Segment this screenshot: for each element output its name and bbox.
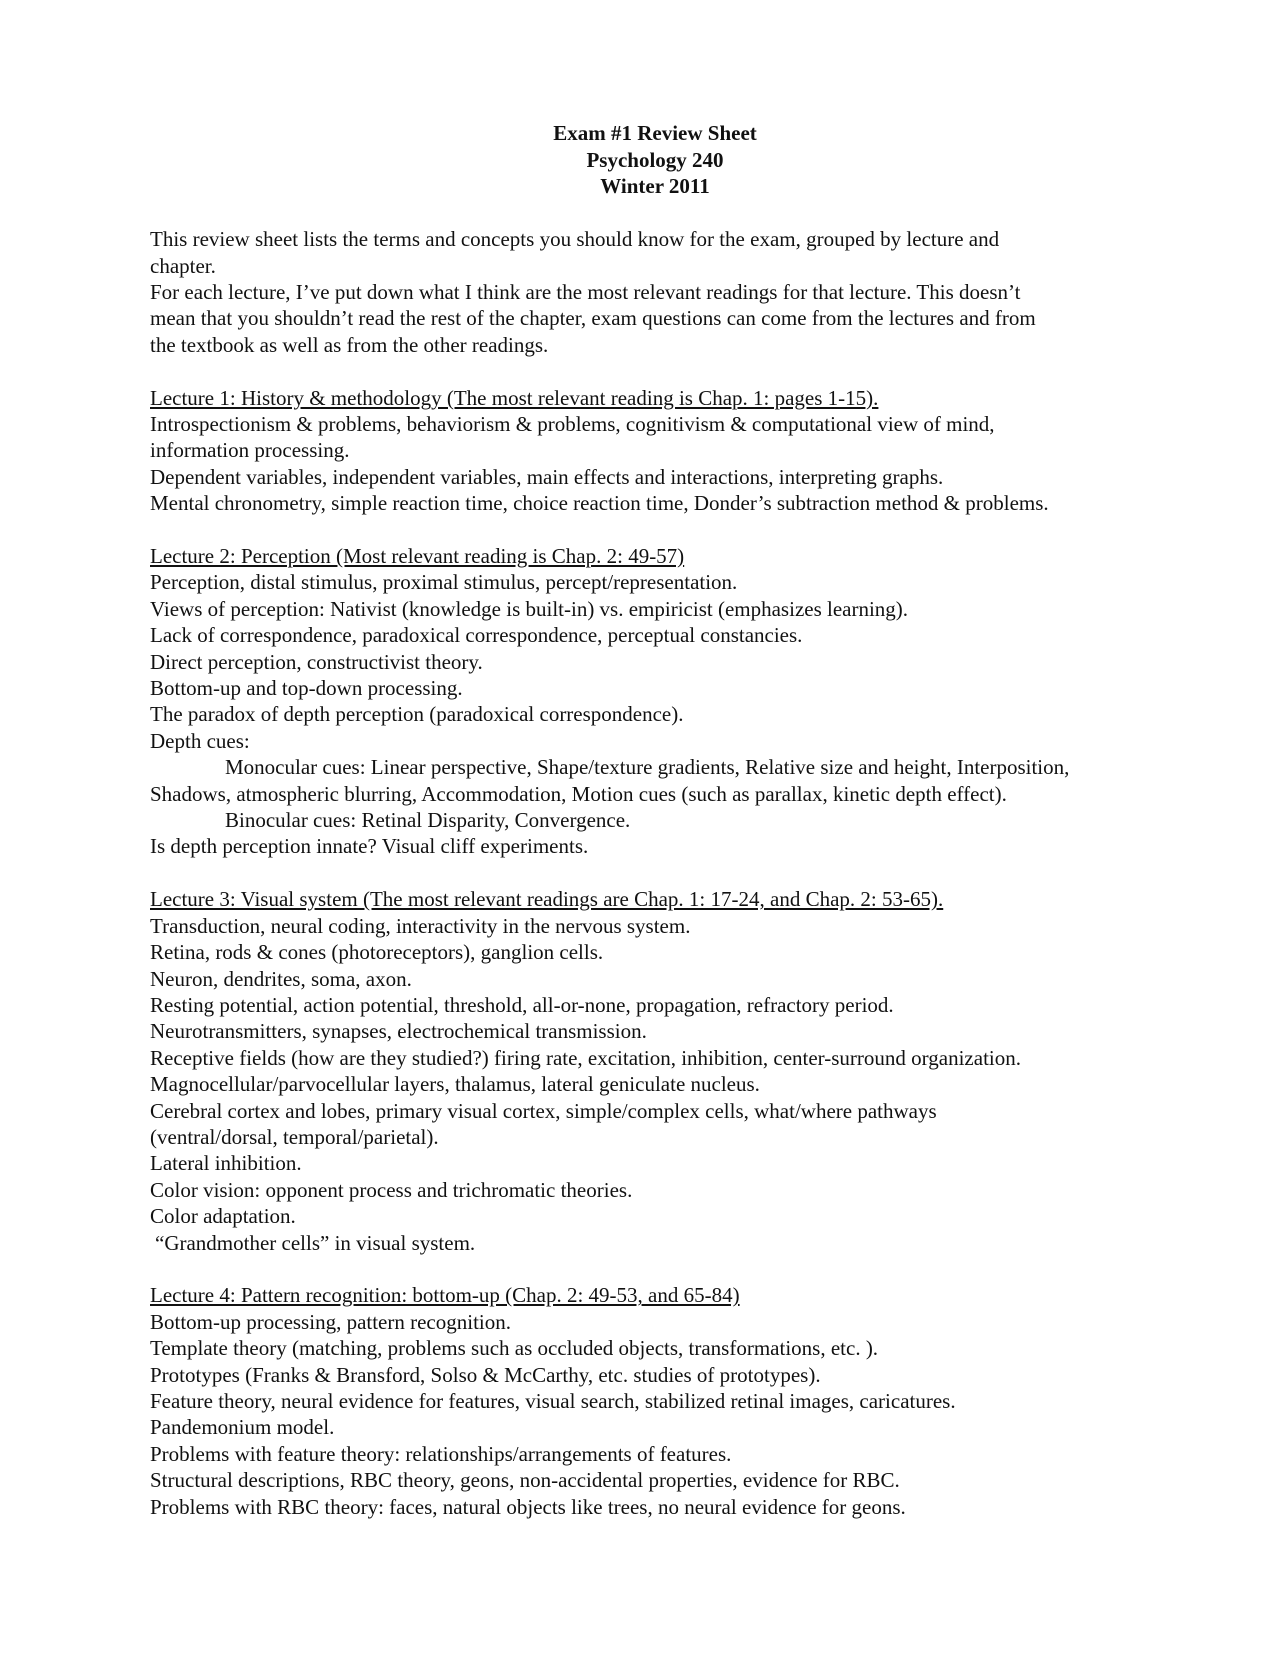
- lecture-4-heading: Lecture 4: Pattern recognition: bottom-up (Chap. 2: 49-53, and 65-84): [150, 1283, 740, 1308]
- lecture-3-line: Color vision: opponent process and trichromatic theories.: [150, 1177, 633, 1202]
- lecture-4-line: Pandemonium model.: [150, 1415, 335, 1440]
- spacer: [150, 358, 1160, 384]
- lecture-3-line: Receptive fields (how are they studied?) firing rate, excitation, inhibition, center-surround organization.: [150, 1045, 1021, 1070]
- spacer: [150, 200, 1160, 226]
- lecture-2-line-binocular: Binocular cues: Retinal Disparity, Convergence.: [225, 808, 631, 833]
- lecture-2-line: Views of perception: Nativist (knowledge is built-in) vs. empiricist (emphasizes learning).: [150, 596, 909, 621]
- lecture-4-line: Bottom-up processing, pattern recognition.: [150, 1309, 512, 1334]
- lecture-4-line: Problems with RBC theory: faces, natural objects like trees, no neural evidence for geons.: [150, 1494, 906, 1519]
- lecture-2-line: Lack of correspondence, paradoxical correspondence, perceptual constancies.: [150, 623, 803, 648]
- lecture-2-line-monocular: Monocular cues: Linear perspective, Shape/texture gradients, Relative size and height, Interposition,: [225, 755, 1070, 780]
- lecture-1-section: [150, 385, 1160, 517]
- spacer: [150, 1256, 1160, 1282]
- lecture-3-line: (ventral/dorsal, temporal/parietal).: [150, 1124, 439, 1149]
- lecture-4-line: Template theory (matching, problems such as occluded objects, transformations, etc. ).: [150, 1336, 879, 1361]
- intro-line: chapter.: [150, 253, 216, 278]
- lecture-3-line: Magnocellular/parvocellular layers, thalamus, lateral geniculate nucleus.: [150, 1072, 760, 1097]
- lecture-1-line: information processing.: [150, 438, 350, 463]
- intro-line: This review sheet lists the terms and concepts you should know for the exam, grouped by lecture and: [150, 227, 1000, 252]
- lecture-3-section: [150, 886, 1160, 1256]
- intro-line: For each lecture, I’ve put down what I think are the most relevant readings for that lecture. This doesn’t: [150, 279, 1021, 304]
- intro-line: the textbook as well as from the other readings.: [150, 332, 549, 357]
- lecture-3-line: Transduction, neural coding, interactivity in the nervous system.: [150, 913, 691, 938]
- lecture-3-line: Resting potential, action potential, threshold, all-or-none, propagation, refractory period.: [150, 992, 894, 1017]
- lecture-3-line: “Grandmother cells” in visual system.: [155, 1230, 476, 1255]
- title-line-term: Winter 2011: [600, 174, 710, 199]
- lecture-2-line: Bottom-up and top-down processing.: [150, 676, 463, 701]
- title-line-course: Psychology 240: [586, 147, 724, 172]
- lecture-4-line: Prototypes (Franks & Bransford, Solso & McCarthy, etc. studies of prototypes).: [150, 1362, 821, 1387]
- lecture-4-line: Feature theory, neural evidence for features, visual search, stabilized retinal images, caricatures.: [150, 1388, 956, 1413]
- lecture-1-line: Introspectionism & problems, behaviorism & problems, cognitivism & computational view of mind,: [150, 412, 995, 436]
- lecture-3-line: Retina, rods & cones (photoreceptors), ganglion cells.: [150, 940, 604, 965]
- lecture-3-heading: Lecture 3: Visual system (The most relevant readings are Chap. 1: 17-24, and Chap. 2: 53-65).: [150, 887, 944, 912]
- lecture-2-heading: Lecture 2: Perception (Most relevant reading is Chap. 2: 49-57): [150, 544, 685, 569]
- lecture-2-line: Perception, distal stimulus, proximal stimulus, percept/representation.: [150, 570, 738, 595]
- lecture-3-line: Neuron, dendrites, soma, axon.: [150, 966, 412, 991]
- document-page: [150, 120, 1160, 1520]
- lecture-2-section: [150, 543, 1160, 860]
- lecture-4-line: Structural descriptions, RBC theory, geons, non-accidental properties, evidence for RBC.: [150, 1468, 900, 1493]
- lecture-4-section: [150, 1282, 1160, 1520]
- lecture-3-line: Cerebral cortex and lobes, primary visual cortex, simple/complex cells, what/where pathways: [150, 1098, 937, 1123]
- lecture-4-line: Problems with feature theory: relationships/arrangements of features.: [150, 1441, 732, 1466]
- lecture-1-line: Dependent variables, independent variables, main effects and interactions, interpreting graphs.: [150, 464, 944, 489]
- lecture-2-line: Shadows, atmospheric blurring, Accommodation, Motion cues (such as parallax, kinetic depth effect).: [150, 781, 1007, 806]
- lecture-1-heading: Lecture 1: History & methodology (The most relevant reading is Chap. 1: pages 1-15).: [150, 385, 879, 410]
- intro-line: mean that you shouldn’t read the rest of the chapter, exam questions can come from the lectures and from: [150, 306, 1036, 331]
- title-line-exam: Exam #1 Review Sheet: [553, 121, 757, 145]
- lecture-2-line: The paradox of depth perception (paradoxical correspondence).: [150, 702, 684, 727]
- lecture-3-line: Neurotransmitters, synapses, electrochemical transmission.: [150, 1019, 647, 1044]
- spacer: [150, 517, 1160, 543]
- title-block: [150, 120, 1160, 200]
- lecture-2-line: Is depth perception innate? Visual cliff experiments.: [150, 834, 589, 859]
- lecture-1-line: Mental chronometry, simple reaction time, choice reaction time, Donder’s subtraction method & problems.: [150, 491, 1049, 516]
- spacer: [150, 860, 1160, 886]
- intro-paragraph: [150, 226, 1160, 358]
- lecture-2-line: Depth cues:: [150, 728, 250, 753]
- lecture-3-line: Color adaptation.: [150, 1204, 296, 1229]
- lecture-2-line: Direct perception, constructivist theory.: [150, 649, 483, 674]
- lecture-3-line: Lateral inhibition.: [150, 1151, 302, 1176]
